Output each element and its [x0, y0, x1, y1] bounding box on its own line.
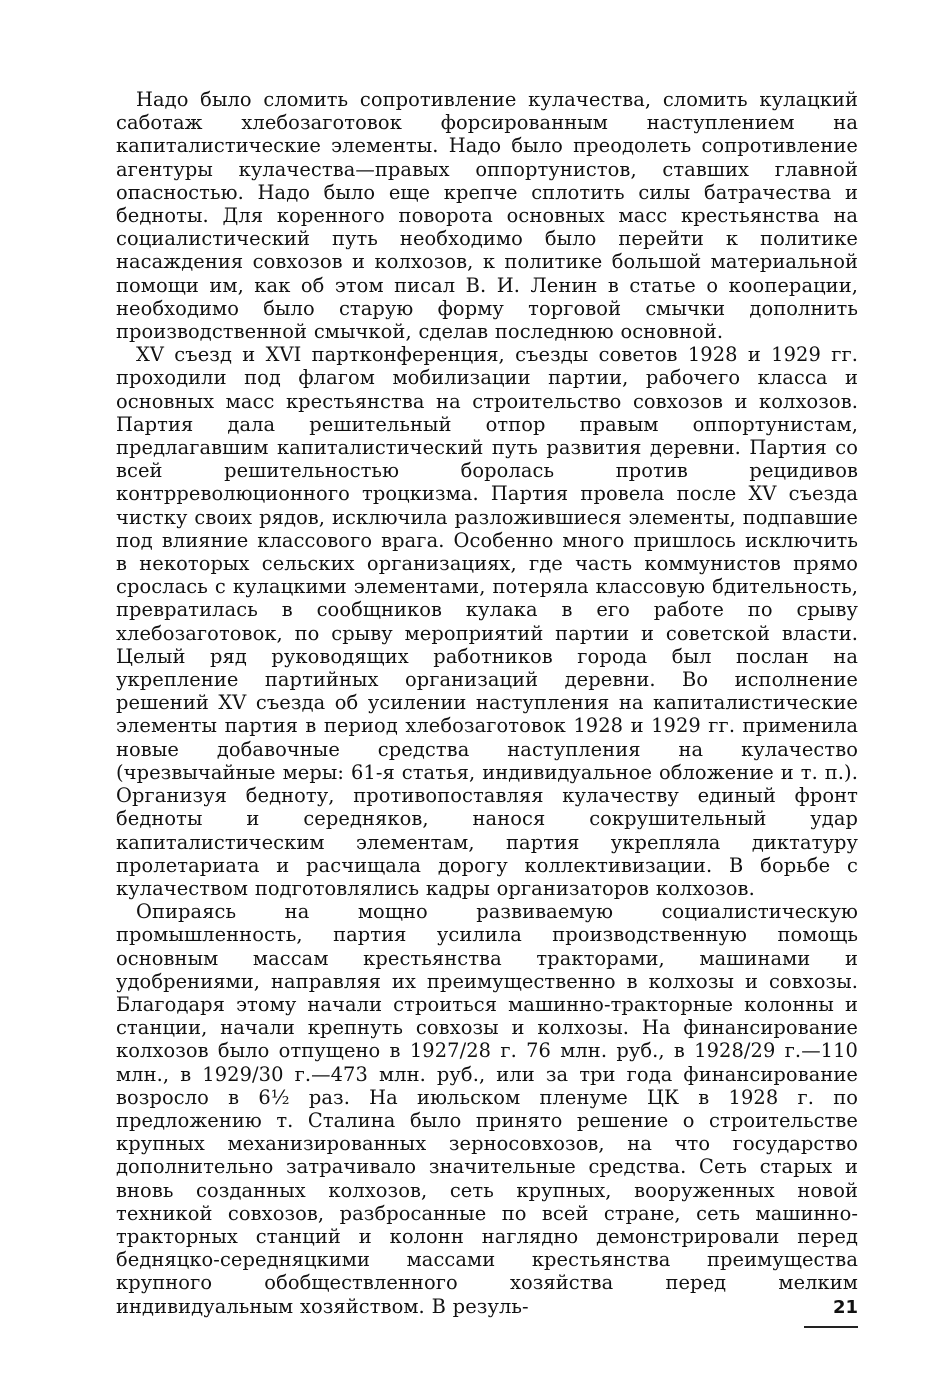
paragraph: Опираясь на мощно развиваемую социалистическую промышленность, партия усилила производственную помощь основным массам крестьянства тракторами, машинами и удобрениями, направляя их преимущественно в колхозы и совхозы. Благодаря этому начали строиться машинно-тракторные колонны и станции, начали крепнуть совхозы и колхозы. На финансирование колхозов было отпущено в 1927/28 г. 76 млн. руб., в 1928/29 г.—110 млн., в 1929/30 г.—473 млн. руб., или за три года финансирование возросло в 6½ раз. На июльском пленуме ЦК в 1928 г. по предложению т. Сталина было принято решение о строительстве крупных механизированных зерносовхозов, на что государство дополнительно затрачивало значительные средства. Сеть старых и вновь созданных колхозов, сеть крупных, вооруженных новой техникой совхозов, разбросанные по всей стране, сеть машинно-тракторных станций и колонн наглядно демонстрировали перед бедняцко-середняцкими массами крестьянства преимущества крупного обобществленного хозяйства перед мелким индивидуальным хозяйством. В резуль-	[116, 900, 858, 1318]
paragraph: XV съезд и XVI партконференция, съезды советов 1928 и 1929 гг. проходили под флагом мобилизации партии, рабочего класса и основных масс крестьянства на строительство совхозов и колхозов. Партия дала решительный отпор правым оппортунистам, предлагавшим капиталистический путь развития деревни. Партия со всей решительностью боролась против рецидивов контрреволюционного троцкизма. Партия провела после XV съезда чистку своих рядов, исключила разложившиеся элементы, подпавшие под влияние классового врага. Особенно много пришлось исключить в некоторых сельских организациях, где часть коммунистов прямо срослась с кулацкими элементами, потеряла классовую бдительность, превратилась в сообщников кулака в его работе по срыву хлебозаготовок, по срыву мероприятий партии и советской власти. Целый ряд руководящих работников города был послан на укрепление партийных организаций деревни. Во исполнение решений XV съезда об усилении наступления на капиталистические элементы партия в период хлебозаготовок 1928 и 1929 гг. применила новые добавочные средства наступления на кулачество (чрезвычайные меры: 61-я статья, индивидуальное обложение и т. п.). Организуя бедноту, противопоставляя кулачеству единый фронт бедноты и середняков, нанося сокрушительный удар капиталистическим элементам, партия укрепляла диктатуру пролетариата и расчищала дорогу коллективизации. В борьбе с кулачеством подготовлялись кадры организаторов колхозов.	[116, 343, 858, 900]
page-number: 21	[832, 1297, 858, 1318]
footer-divider	[804, 1326, 858, 1328]
paragraph: Надо было сломить сопротивление кулачества, сломить кулацкий саботаж хлебозаготовок форсированным наступлением на капиталистические элементы. Надо было преодолеть сопротивление агентуры кулачества—правых оппортунистов, ставших главной опасностью. Надо было еще крепче сплотить силы батрачества и бедноты. Для коренного поворота основных масс крестьянства на социалистический путь необходимо было перейти к политике насаждения совхозов и колхозов, к политике большой материальной помощи им, как об этом писал В. И. Ленин в статье о кооперации, необходимо было старую форму торговой смычки дополнить производственной смычкой, сделав последнюю основной.	[116, 88, 858, 344]
body-text	[116, 88, 858, 1318]
